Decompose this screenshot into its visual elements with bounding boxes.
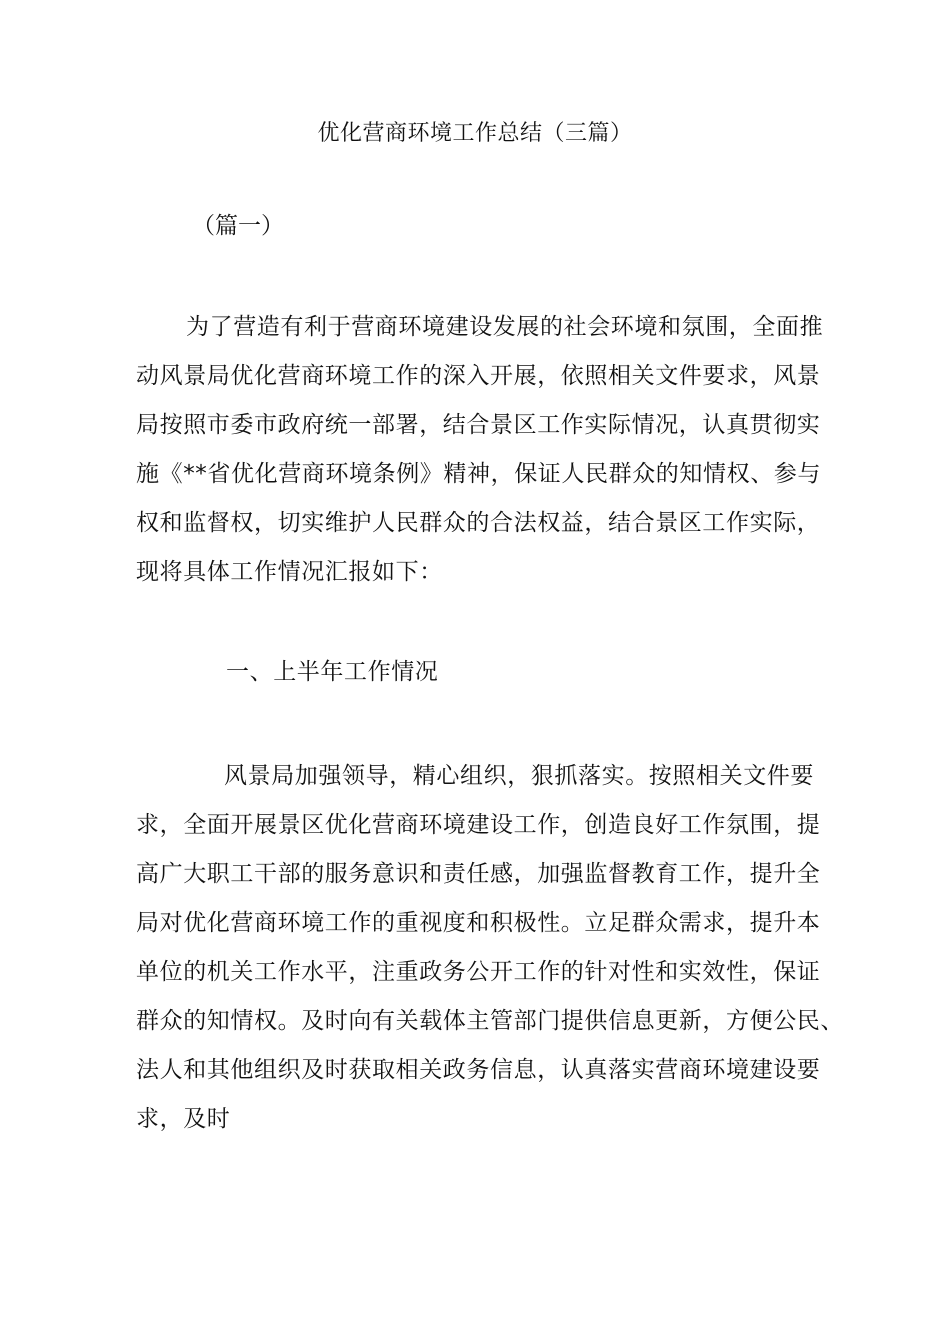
document-title: 优化营商环境工作总结（三篇）	[317, 121, 633, 146]
paragraph-line: 求，全面开展景区优化营商环境建设工作，创造良好工作氛围，提	[136, 812, 821, 838]
section-heading: 一、上半年工作情况	[226, 659, 439, 685]
paragraph-line: 局按照市委市政府统一部署，结合景区工作实际情况，认真贯彻实	[136, 412, 821, 438]
paragraph-line: 局对优化营商环境工作的重视度和积极性。立足群众需求，提升本	[136, 910, 821, 936]
part-label: （篇一）	[192, 213, 284, 239]
paragraph-intro	[136, 303, 836, 597]
paragraph-line: 风景局加强领导，精心组织，狠抓落实。按照相关文件要	[224, 763, 814, 789]
paragraph-line: 单位的机关工作水平，注重政务公开工作的针对性和实效性，保证	[136, 959, 821, 985]
paragraph-line: 权和监督权，切实维护人民群众的合法权益，结合景区工作实际，	[136, 510, 821, 536]
paragraph-line: 现将具体工作情况汇报如下：	[136, 559, 443, 585]
paragraph-line: 为了营造有利于营商环境建设发展的社会环境和氛围，全面推	[186, 314, 824, 340]
paragraph-line: 法人和其他组织及时获取相关政务信息，认真落实营商环境建设要	[136, 1057, 821, 1083]
paragraph-line: 高广大职工干部的服务意识和责任感，加强监督教育工作，提升全	[136, 861, 821, 887]
paragraph-line: 施《**省优化营商环境条例》精神，保证人民群众的知情权、参与	[136, 461, 821, 487]
paragraph-first-half-year	[136, 752, 844, 1144]
paragraph-line: 求，及时	[136, 1106, 231, 1132]
paragraph-line: 动风景局优化营商环境工作的深入开展，依照相关文件要求，风景	[136, 363, 821, 389]
paragraph-line: 群众的知情权。及时向有关载体主管部门提供信息更新，方便公民、	[136, 1008, 844, 1034]
